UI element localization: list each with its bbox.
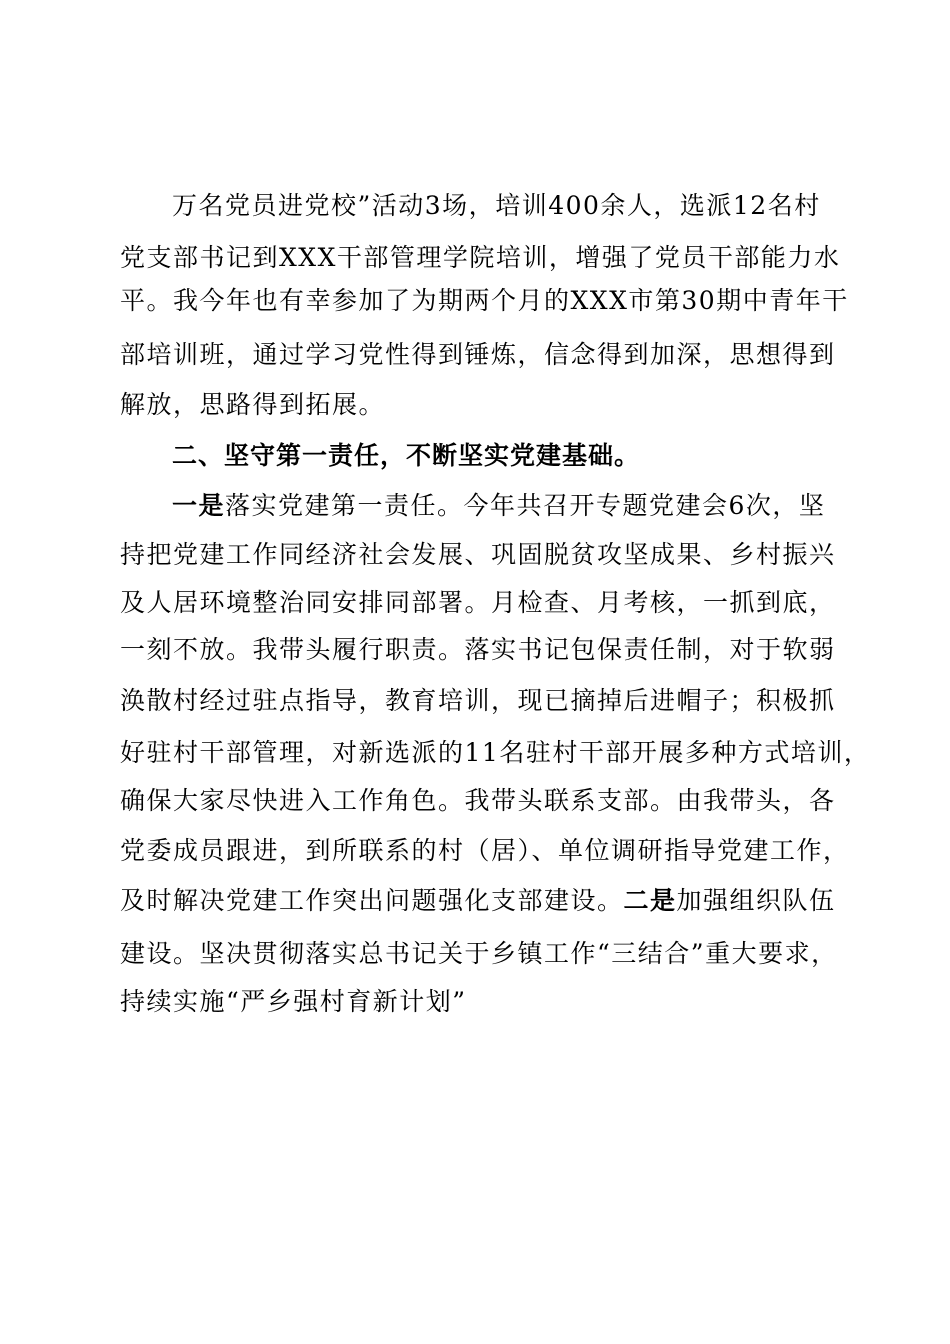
paragraph-line: 持续实施“严乡强村育新计划”: [120, 987, 467, 1016]
paragraph-line: [172, 484, 840, 528]
line-text: 及时解决党建工作突出问题强化支部建设。: [120, 886, 624, 915]
line-text: 加强组织队伍: [676, 886, 836, 915]
lead-marker: 一是: [172, 491, 226, 520]
lead-marker: 二是: [623, 886, 677, 915]
paragraph-line: 部培训班，通过学习党性得到锤炼，信念得到加深，思想得到: [120, 340, 836, 369]
paragraph-line: 涣散村经过驻点指导，教育培训，现已摘掉后进帽子；积极抓: [120, 686, 836, 715]
paragraph-line: 党委成员跟进，到所联系的村（居）、单位调研指导党建工作，: [120, 836, 850, 865]
paragraph-line: 解放，思路得到拓展。: [120, 390, 386, 419]
paragraph-line: 好驻村干部管理，对新选派的11名驻村干部开展多种方式培训，: [120, 738, 871, 767]
paragraph-line: 党支部书记到XXX干部管理学院培训，增强了党员干部能力水: [120, 243, 841, 272]
paragraph-line: 一刻不放。我带头履行职责。落实书记包保责任制，对于软弱: [120, 635, 836, 664]
paragraph-line: [120, 879, 840, 923]
paragraph-line: 及人居环境整治同安排同部署。月检查、月考核，一抓到底，: [120, 588, 836, 617]
section-heading: 二、坚守第一责任，不断坚实党建基础。: [172, 441, 641, 470]
paragraph-line: 平。我今年也有幸参加了为期两个月的XXX市第30期中青年干: [120, 286, 849, 315]
paragraph-line: 持把党建工作同经济社会发展、巩固脱贫攻坚成果、乡村振兴: [120, 540, 836, 569]
paragraph-line: 建设。坚决贯彻落实总书记关于乡镇工作“三结合”重大要求，: [120, 939, 838, 968]
line-text: 落实党建第一责任。今年共召开专题党建会6次，坚: [225, 491, 826, 520]
paragraph-line: 万名党员进党校”活动3场，培训400余人，选派12名村: [172, 191, 821, 220]
paragraph-line: 确保大家尽快进入工作角色。我带头联系支部。由我带头，各: [120, 786, 836, 815]
